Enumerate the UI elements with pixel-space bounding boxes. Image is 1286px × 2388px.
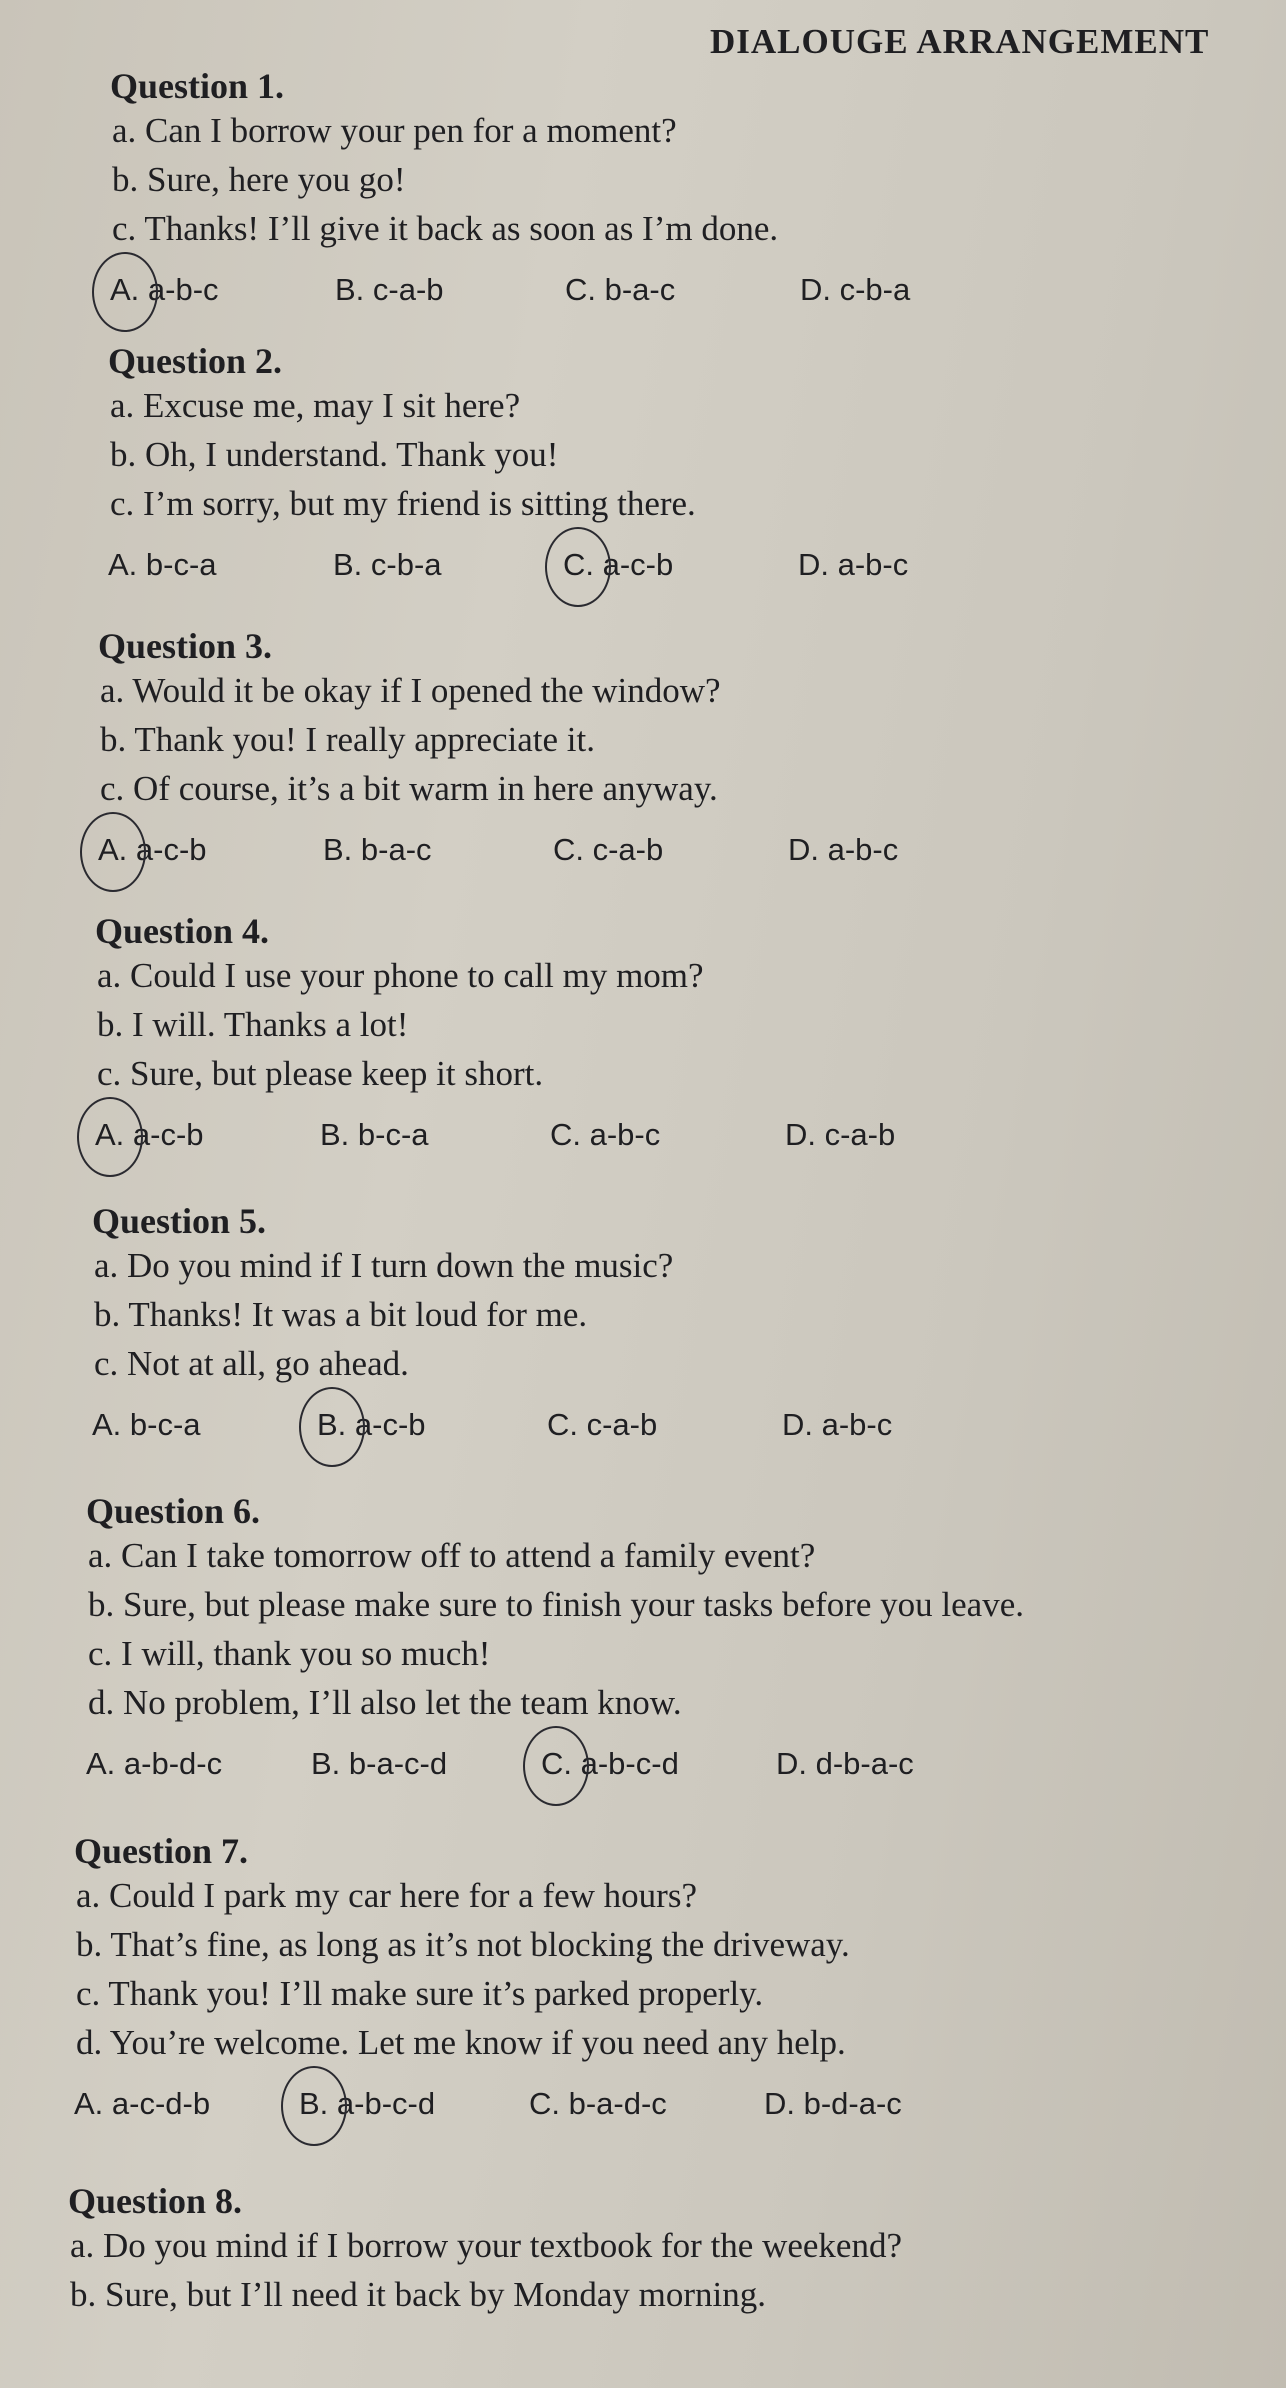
option-a[interactable]: A. a-b-c [110, 272, 219, 307]
dialogue-line-c: c. I will, thank you so much! [88, 1634, 491, 1673]
dialogue-line-b: b. Sure, here you go! [112, 160, 406, 199]
dialogue-line-c: c. Thanks! I’ll give it back as soon as I’m done. [112, 209, 779, 248]
question-heading: Question 1. [110, 66, 285, 106]
question-4 [95, 910, 896, 1171]
option-b[interactable]: B. b-a-c [323, 832, 432, 867]
question-heading: Question 7. [74, 1831, 249, 1871]
option-a[interactable]: A. a-c-b [95, 1117, 204, 1152]
dialogue-line-b: b. Thank you! I really appreciate it. [100, 720, 595, 759]
option-b[interactable]: B. b-a-c-d [311, 1746, 448, 1781]
option-c[interactable]: C. a-b-c-d [541, 1746, 679, 1781]
dialogue-line-a: a. Could I use your phone to call my mom? [97, 956, 704, 995]
question-2 [108, 340, 909, 601]
dialogue-line-c: c. Not at all, go ahead. [94, 1344, 409, 1383]
option-c[interactable]: C. a-b-c [550, 1117, 661, 1152]
answer-options [110, 266, 911, 326]
option-a[interactable]: A. b-c-a [108, 547, 217, 582]
option-d[interactable]: D. a-b-c [782, 1407, 893, 1442]
question-1 [110, 65, 911, 326]
option-a[interactable]: A. a-b-d-c [86, 1746, 223, 1781]
question-heading: Question 6. [86, 1491, 261, 1531]
option-b[interactable]: B. a-b-c-d [299, 2086, 436, 2121]
dialogue-line-a: a. Could I park my car here for a few hours? [76, 1876, 697, 1915]
option-d[interactable]: D. c-b-a [800, 272, 911, 307]
option-d[interactable]: D. a-b-c [798, 547, 909, 582]
dialogue-line-a: a. Excuse me, may I sit here? [110, 386, 521, 425]
option-a[interactable]: A. b-c-a [92, 1407, 201, 1442]
question-3 [98, 625, 899, 886]
question-7 [74, 1830, 902, 2140]
dialogue-line-a: a. Can I take tomorrow off to attend a family event? [88, 1536, 816, 1575]
dialogue-line-b: b. That’s fine, as long as it’s not blocking the driveway. [76, 1925, 850, 1964]
question-heading: Question 5. [92, 1201, 267, 1241]
dialogue-line-a: a. Do you mind if I borrow your textbook for the weekend? [70, 2226, 903, 2265]
option-c[interactable]: C. c-a-b [553, 832, 664, 867]
question-heading: Question 2. [108, 341, 283, 381]
question-heading: Question 3. [98, 626, 273, 666]
dialogue-line-b: b. Oh, I understand. Thank you! [110, 435, 559, 474]
option-c[interactable]: C. a-c-b [563, 547, 674, 582]
question-heading: Question 4. [95, 911, 270, 951]
answer-options [98, 826, 899, 886]
option-b[interactable]: B. c-b-a [333, 547, 442, 582]
option-c[interactable]: C. c-a-b [547, 1407, 658, 1442]
option-b[interactable]: B. c-a-b [335, 272, 444, 307]
option-a[interactable]: A. a-c-d-b [74, 2086, 211, 2121]
option-c[interactable]: C. b-a-d-c [529, 2086, 667, 2121]
answer-options [108, 541, 909, 601]
dialogue-line-b: b. I will. Thanks a lot! [97, 1005, 409, 1044]
dialogue-line-c: c. Thank you! I’ll make sure it’s parked properly. [76, 1974, 764, 2013]
dialogue-line-d: d. You’re welcome. Let me know if you need any help. [76, 2023, 846, 2062]
option-d[interactable]: D. d-b-a-c [776, 1746, 914, 1781]
dialogue-line-b: b. Thanks! It was a bit loud for me. [94, 1295, 588, 1334]
question-5 [92, 1200, 893, 1461]
answer-options [86, 1740, 1024, 1800]
question-heading: Question 8. [68, 2181, 243, 2221]
dialogue-line-a: a. Do you mind if I turn down the music? [94, 1246, 674, 1285]
question-8 [68, 2180, 902, 2324]
option-c[interactable]: C. b-a-c [565, 272, 676, 307]
answer-options [92, 1401, 893, 1461]
dialogue-line-d: d. No problem, I’ll also let the team know. [88, 1683, 682, 1722]
dialogue-line-c: c. I’m sorry, but my friend is sitting there. [110, 484, 696, 523]
option-b[interactable]: B. b-c-a [320, 1117, 429, 1152]
dialogue-line-a: a. Would it be okay if I opened the window? [100, 671, 721, 710]
dialogue-line-c: c. Sure, but please keep it short. [97, 1054, 544, 1093]
dialogue-line-c: c. Of course, it’s a bit warm in here anyway. [100, 769, 718, 808]
answer-options [95, 1111, 896, 1171]
option-d[interactable]: D. c-a-b [785, 1117, 896, 1152]
dialogue-line-b: b. Sure, but please make sure to finish your tasks before you leave. [88, 1585, 1024, 1624]
option-a[interactable]: A. a-c-b [98, 832, 207, 867]
dialogue-line-b: b. Sure, but I’ll need it back by Monday morning. [70, 2275, 766, 2314]
option-b[interactable]: B. a-c-b [317, 1407, 426, 1442]
question-6 [86, 1490, 1024, 1800]
option-d[interactable]: D. b-d-a-c [764, 2086, 902, 2121]
page-title: DIALOUGE ARRANGEMENT [710, 22, 1210, 61]
dialogue-line-a: a. Can I borrow your pen for a moment? [112, 111, 677, 150]
answer-options [74, 2080, 902, 2140]
option-d[interactable]: D. a-b-c [788, 832, 899, 867]
